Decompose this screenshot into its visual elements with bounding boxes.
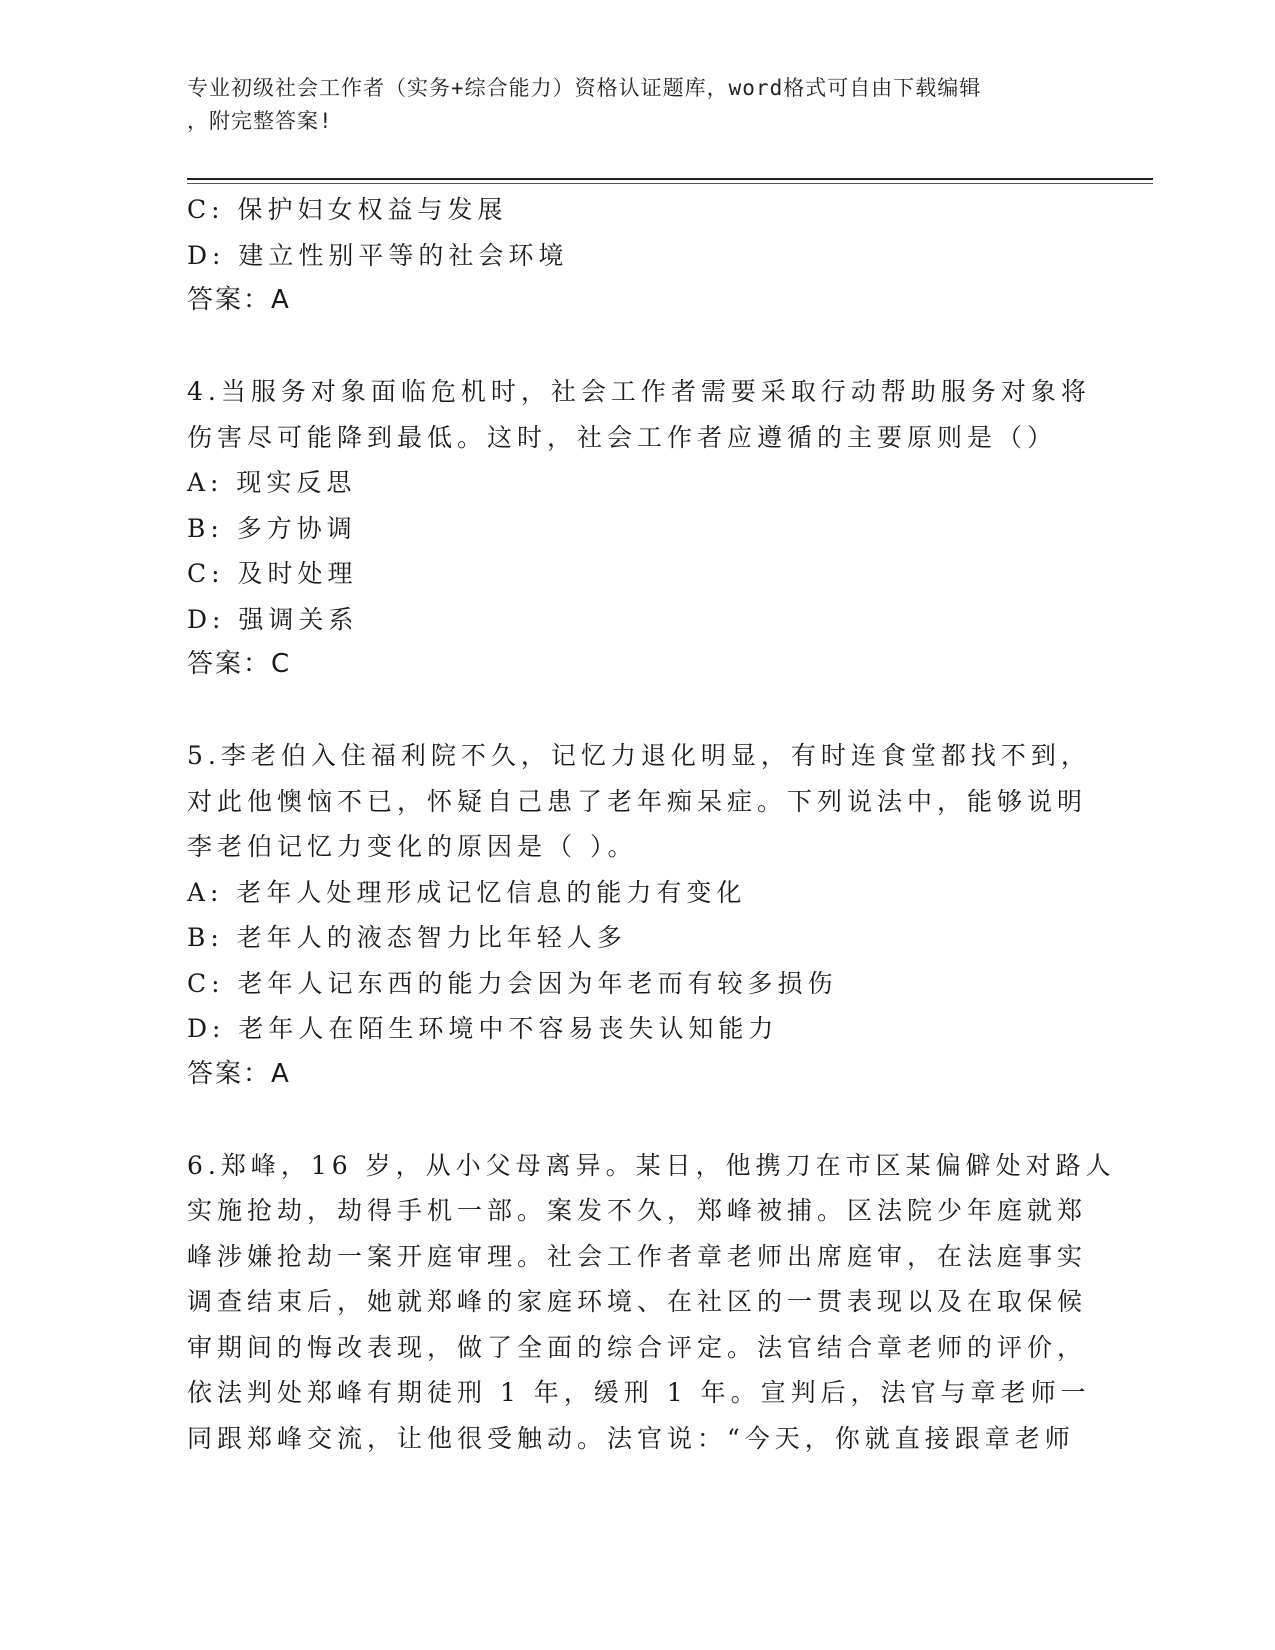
question-stem-line: 同跟郑峰交流，让他很受触动。法官说：“今天，你就直接跟章老师 [187, 1423, 1075, 1453]
answer-line: 答案：A [187, 1058, 291, 1089]
header-divider-thick [187, 178, 1153, 180]
question-content [187, 187, 1116, 1461]
question-3-tail [187, 187, 1087, 324]
question-stem-line: 李老伯记忆力变化的原因是（ ）。 [187, 832, 638, 861]
spacer [187, 324, 1087, 370]
option-b: B: 老年人的液态智力比年轻人多 [187, 923, 627, 952]
option-b: B: 多方协调 [187, 513, 357, 543]
answer-line: 答案：A [187, 285, 291, 315]
question-stem-line: 5.李老伯入住福利院不久，记忆力退化明显，有时连食堂都找不到， [187, 741, 1091, 770]
question-stem-line: 对此他懊恼不已，怀疑自己患了老年痴呆症。下列说法中，能够说明 [187, 786, 1088, 816]
header-line-1: 专业初级社会工作者（实务+综合能力）资格认证题库，word格式可自由下载编辑 [187, 76, 982, 100]
question-stem-line: 依法判处郑峰有期徒刑 1 年，缓刑 1 年。宣判后，法官与章老师一 [187, 1378, 1091, 1407]
header-line-2: ，附完整答案! [187, 109, 333, 133]
question-6 [187, 1143, 1116, 1462]
question-stem-line: 4.当服务对象面临危机时，社会工作者需要采取行动帮助服务对象将 [187, 377, 1091, 406]
question-stem-line: 伤害尽可能降到最低。这时，社会工作者应遵循的主要原则是（） [187, 422, 1058, 452]
option-c: C: 老年人记东西的能力会因为年老而有较多损伤 [187, 968, 838, 998]
question-stem-line: 审期间的悔改表现，做了全面的综合评定。法官结合章老师的评价， [187, 1332, 1088, 1362]
question-stem-line: 实施抢劫，劫得手机一部。案发不久，郑峰被捕。区法院少年庭就郑 [187, 1196, 1088, 1225]
option-a: A: 现实反思 [187, 468, 357, 497]
option-d: D: 强调关系 [187, 604, 359, 634]
spacer [187, 1097, 1087, 1143]
option-d: D: 老年人在陌生环境中不容易丧失认知能力 [187, 1014, 779, 1043]
question-5 [187, 733, 1091, 1097]
question-stem-line: 峰涉嫌抢劫一案开庭审理。社会工作者章老师出席庭审，在法庭事实 [187, 1241, 1088, 1271]
answer-line: 答案：C [187, 649, 292, 679]
option-c: C: 及时处理 [187, 559, 358, 588]
option-d: D: 建立性别平等的社会环境 [187, 240, 569, 270]
document-header [187, 72, 1087, 138]
option-a: A: 老年人处理形成记忆信息的能力有变化 [187, 877, 747, 907]
question-stem-line: 6.郑峰，16 岁，从小父母离异。某日，他携刀在市区某偏僻处对路人 [187, 1150, 1116, 1180]
spacer [187, 688, 1087, 734]
question-stem-line: 调查结束后，她就郑峰的家庭环境、在社区的一贯表现以及在取保候 [187, 1287, 1088, 1316]
question-4 [187, 369, 1091, 688]
option-c: C: 保护妇女权益与发展 [187, 195, 508, 224]
header-divider-thin [187, 183, 1153, 184]
